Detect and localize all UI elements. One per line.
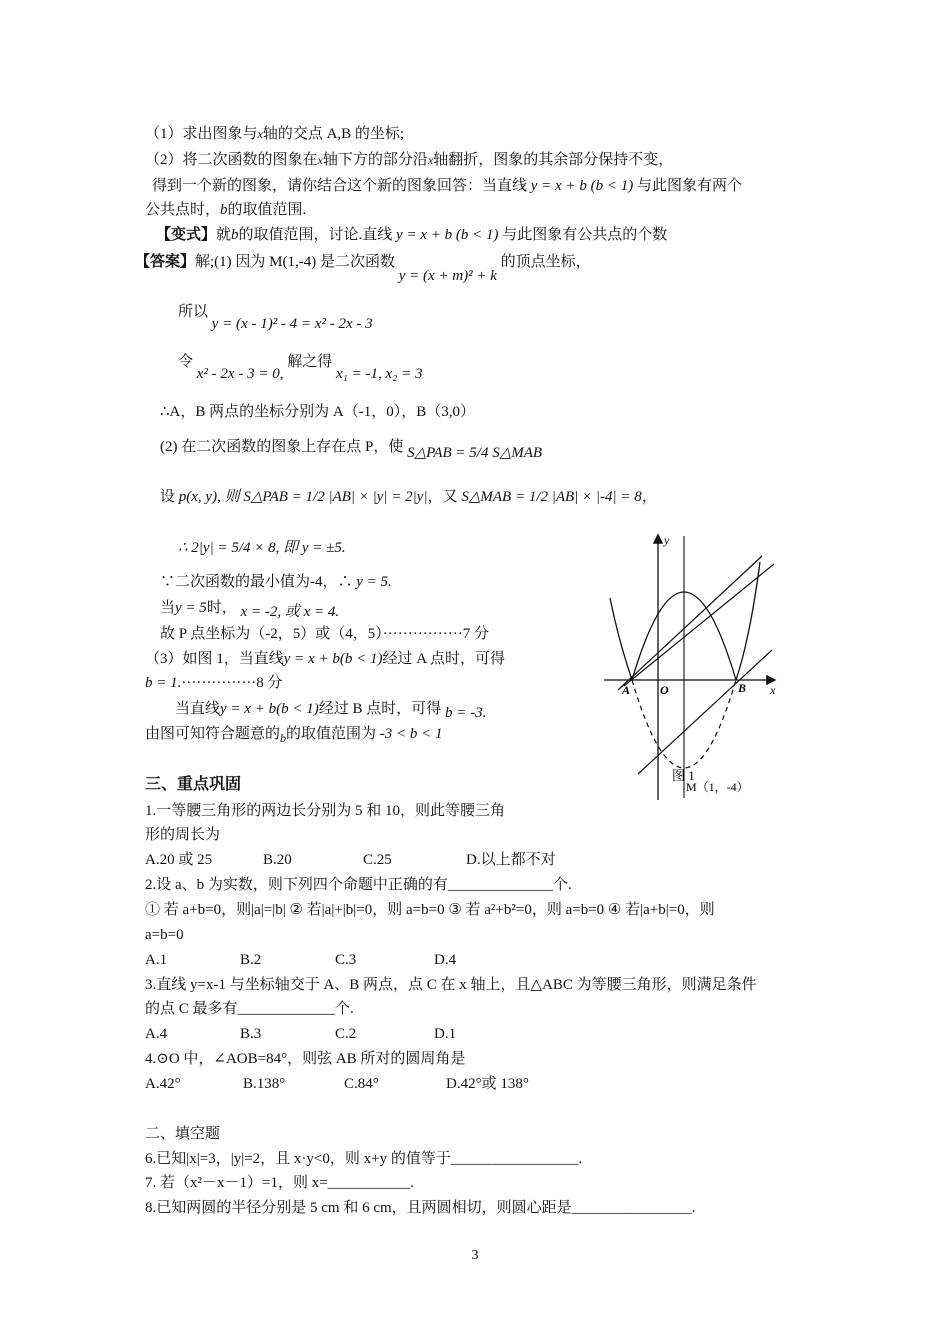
answer-line-8: ∵二次函数的最小值为-4，∴ y = 5.: [160, 574, 392, 590]
answer-line-1: 【答案】解;(1) 因为 M(1,-4) 是二次函数 y = (x + m)² + k 的顶点坐标，: [135, 254, 591, 284]
question-part-2: （2）将二次函数的图象在x轴下方的部分沿x轴翻折，图象的其余部分保持不变，: [145, 152, 674, 168]
q3-option-c: C.2: [335, 1026, 357, 1042]
page-number: 3: [471, 1248, 479, 1263]
x-axis-label: x: [770, 683, 776, 697]
answer-line-6: 设 p(x, y), 则 S△PAB = 1/2 |AB| × |y| = 2|y|，又 S△MAB = 1/2 |AB| × |-4| = 8，: [160, 489, 657, 505]
q3-option-b: B.3: [240, 1026, 262, 1042]
answer-line-13: 当直线y = x + b(b < 1)经过 B 点时，可得 b = -3.: [175, 701, 487, 721]
answer-line-4: ∴A，B 两点的坐标分别为 A（-1，0），B（3,0）: [160, 404, 475, 420]
q1-option-d: D.以上都不对: [466, 852, 556, 868]
q2-option-b: B.2: [240, 952, 262, 968]
origin-label: O: [660, 683, 669, 697]
answer-line-7: ∴ 2|y| = 5/4 × 8, 即 y = ±5.: [178, 540, 346, 556]
q3-text: 3.直线 y=x-1 与坐标轴交于 A、B 两点，点 C 在 x 轴上，且△ABC 为等腰三角形，则满足条件: [145, 977, 757, 993]
q2-option-a: A.1: [145, 952, 168, 968]
q2-text: 2.设 a、b 为实数，则下列四个命题中正确的有______________个.: [145, 877, 572, 893]
q1-option-b: B.20: [263, 852, 292, 868]
q2-statements: ① 若 a+b=0，则|a|=|b| ② 若|a|+|b|=0，则 a=b=0 ③ 若 a²+b²=0，则 a=b=0 ④ 若|a+b|=0，则: [145, 902, 715, 918]
q3-text-cont: 的点 C 最多有_____________个.: [145, 1001, 354, 1017]
q8-text: 8.已知两圆的半径分别是 5 cm 和 6 cm，且两圆相切，则圆心距是________________.: [145, 1200, 696, 1216]
q2-statements-cont: a=b=0: [145, 927, 184, 943]
q1-option-a: A.20 或 25: [145, 852, 213, 868]
section-3-title: 三、重点巩固: [145, 776, 242, 793]
line-upper: [618, 556, 762, 690]
q2-option-d: D.4: [434, 952, 457, 968]
q4-option-b: B.138°: [243, 1076, 286, 1092]
figure-1-graph: [598, 528, 794, 804]
q4-text: 4.⊙O 中，∠AOB=84°，则弦 AB 所对的圆周角是: [145, 1051, 466, 1067]
point-b-label: B: [738, 681, 747, 695]
q1-option-c: C.25: [363, 852, 392, 868]
q1-text-cont: 形的周长为: [145, 827, 221, 843]
right-branch: [736, 562, 760, 680]
q3-option-d: D.1: [434, 1026, 457, 1042]
left-branch: [610, 598, 632, 680]
answer-line-2: 所以 y = (x - 1)² - 4 = x² - 2x - 3: [178, 304, 373, 332]
q7-text: 7. 若（x²－x－1）=1，则 x=___________.: [145, 1175, 414, 1191]
q4-option-d: D.42°或 138°: [446, 1076, 529, 1092]
answer-line-3: 令 x² - 2x - 3 = 0, 解之得 x₁ = -1, x₂ = 3: [178, 354, 423, 382]
q2-option-c: C.3: [335, 952, 357, 968]
line-through-A: [624, 564, 774, 686]
vertex-label: M（1，-4）: [686, 780, 749, 794]
answer-line-9: 当y = 5时， x = -2, 或 x = 4.: [160, 600, 340, 620]
q3-option-a: A.4: [145, 1026, 168, 1042]
question-part-2-cont: 得到一个新的图象，请你结合这个新的图象回答：当直线 y = x + b (b < 1) 与此图象有两个: [152, 178, 742, 194]
answer-line-12: b = 1.···············8 分: [145, 675, 283, 691]
variant-question: 【变式】就b的取值范围，讨论.直线 y = x + b (b < 1) 与此图象有公共点的个数: [156, 227, 668, 243]
answer-line-10: 故 P 点坐标为（-2，5）或（4，5）················7 分: [160, 626, 489, 642]
q4-option-a: A.42°: [145, 1076, 181, 1092]
figure-caption: 图 1: [672, 768, 695, 783]
y-axis-label: y: [664, 533, 670, 547]
question-part-2-end: 公共点时，b的取值范围.: [145, 202, 307, 218]
answer-line-5: (2) 在二次函数的图象上存在点 P，使 S△PAB = 5/4 S△MAB: [160, 439, 543, 461]
q1-text: 1.一等腰三角形的两边长分别为 5 和 10，则此等腰三角: [145, 803, 506, 819]
question-part-1: （1）求出图象与x轴的交点 A,B 的坐标;: [145, 126, 405, 142]
q6-text: 6.已知|x|=3，|y|=2，且 x·y<0，则 x+y 的值等于_________________.: [145, 1151, 583, 1167]
answer-line-14: 由图可知符合题意的$_b$的取值范围为 -3 < b < 1: [145, 726, 443, 745]
fill-section-title: 二、填空题: [145, 1126, 221, 1142]
q4-option-c: C.84°: [344, 1076, 379, 1092]
answer-line-11: （3）如图 1，当直线y = x + b(b < 1)经过 A 点时，可得: [145, 651, 505, 667]
point-a-label: A: [622, 683, 631, 697]
